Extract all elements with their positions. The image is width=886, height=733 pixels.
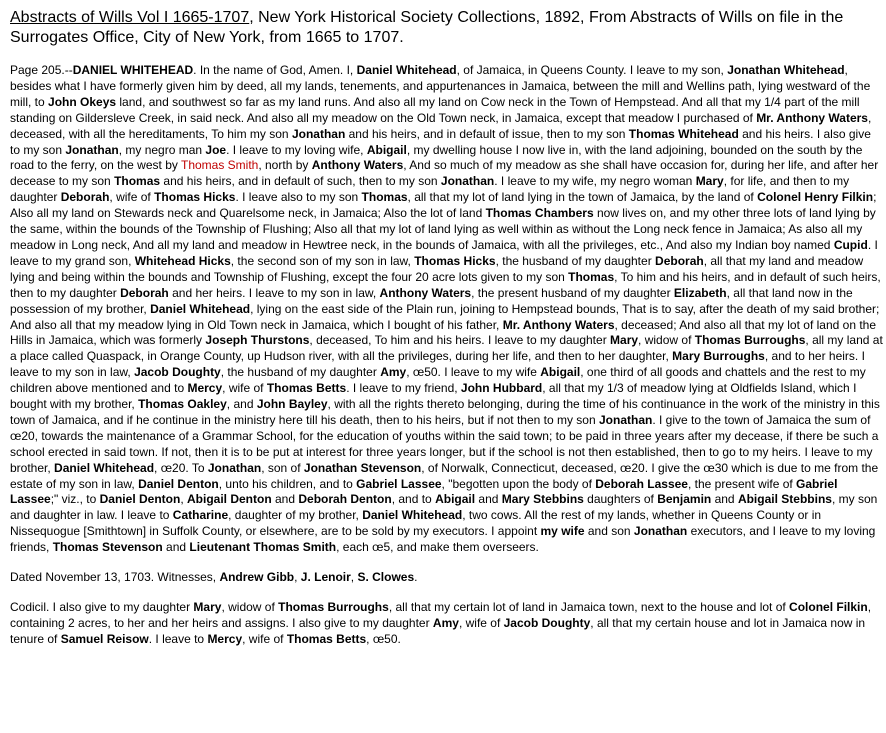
- text-run: , all that my lot of land lying in the town of Jamaica, by the land of: [407, 190, 758, 205]
- person-link-thomas-smith[interactable]: Thomas Smith: [180, 158, 259, 173]
- text-run: . I leave also to my son: [235, 190, 362, 205]
- person-name: Thomas: [568, 269, 615, 284]
- testator-name: DANIEL WHITEHEAD: [72, 63, 194, 77]
- text-run: , widow of: [638, 333, 695, 348]
- person-name: Thomas Hicks: [414, 253, 496, 268]
- person-name: Jacob Doughty: [134, 365, 221, 380]
- text-run: . I leave to my wife, my negro woman: [494, 174, 696, 189]
- text-run: , two cows. All the rest of my lands, whether in Queens County or in Nissequogue [Smithtown] in Suffolk County, or elsewhere, are to be sold by my executors. I appoint: [10, 508, 822, 539]
- dated-paragraph: [10, 570, 884, 586]
- person-name: Thomas Burroughs: [694, 333, 806, 348]
- codicil-paragraph: [10, 600, 884, 648]
- person-name: Thomas Stevenson: [52, 540, 163, 555]
- text-run: executors, and I leave to my loving friends,: [10, 524, 876, 555]
- person-name: Mercy: [207, 631, 243, 646]
- text-run: . I give to the town of Jamaica the sum of œ20, towards the maintenance of a Grammar School, for the education of youths within the said town; to be paid in three years after my decease, if there be such a school erected in said town. If not, then it is to be put at interest for three years longer, but if the school is not then established, then to go to my heirs. I leave to my brother,: [10, 412, 879, 475]
- text-run: , one third of all goods and chattels and the rest to my children above mentioned and to: [10, 365, 866, 396]
- text-run: , the husband of my daughter: [220, 365, 381, 380]
- text-run: and: [711, 492, 738, 507]
- text-run: and his heirs, and in default of such, then to my son: [160, 174, 441, 189]
- text-run: , all that my certain house and lot in Jamaica now in tenure of: [10, 615, 866, 646]
- person-name: Jacob Doughty: [503, 615, 591, 630]
- person-name: Cupid: [833, 237, 868, 252]
- source-citation: [10, 8, 884, 48]
- person-name: Mr. Anthony Waters: [502, 317, 615, 332]
- text-run: ;" viz., to: [50, 492, 100, 507]
- text-run: Dated November 13, 1703. Witnesses,: [10, 570, 220, 585]
- person-name: Anthony Waters: [379, 285, 472, 300]
- text-run: . I leave to my friend,: [346, 381, 461, 396]
- text-run: , the present wife of: [687, 476, 797, 491]
- text-run: , lying on the east side of the Plain run, joining to Hempstead bounds, That is to say, after the death of my said brother; And also all that my meadow lying in Old Town neck in Jamaica, which I bought of his father,: [10, 301, 880, 332]
- person-name: Abigail Denton: [186, 492, 272, 507]
- person-name: Gabriel Lassee: [10, 476, 838, 507]
- text-run: and: [162, 540, 190, 555]
- witness-name: J. Lenoir: [300, 570, 351, 585]
- text-run: , And so much of my meadow as she shall have occasion for, during her life, and after her decease to my son: [10, 158, 879, 189]
- person-name: Daniel Whitehead: [54, 460, 155, 475]
- person-name: Thomas Oakley: [138, 397, 227, 412]
- person-name: Mr. Anthony Waters: [756, 110, 868, 125]
- text-run: . I leave to my grand son,: [10, 237, 878, 268]
- source-citation-text: , New York Historical Society Collections, 1892, From Abstracts of Wills on file in the Surrogates Office, City of New York, from 1665 to 1707.: [10, 9, 844, 46]
- text-run: , wife of: [109, 190, 155, 205]
- text-run: , all that my land and meadow lying and being within the bounds and Township of Flushing, except the four 20 acre lots given to my son: [10, 253, 864, 284]
- text-run: and his heirs, and in default of issue, then to my son: [345, 126, 629, 141]
- text-run: , besides what I have formerly given him by deed, all my lands, tenements, and appurtenances in Jamaica, between the mill and Wellins path, lying westward of the mill, to: [10, 63, 871, 109]
- text-run: , each œ5, and make them overseers.: [336, 540, 539, 555]
- text-run: , for life, and then to my daughter: [10, 174, 850, 205]
- text-run: , north by: [258, 158, 312, 173]
- text-run: , deceased, with all the hereditaments, To him my son: [10, 110, 872, 141]
- person-name: Elizabeth: [673, 285, 727, 300]
- person-name: Daniel Denton: [99, 492, 181, 507]
- text-run: , the second son of my son in law,: [230, 253, 415, 268]
- text-run: , with all the rights thereto belonging, during the time of his continuance in the work of the ministry in this town of Jamaica, and if he continue in the ministry here till his death, then to his heirs, but if not then to my son: [10, 397, 880, 427]
- text-run: and: [475, 492, 502, 507]
- person-name: Thomas Whitehead: [628, 126, 739, 141]
- person-name: Abigail Stebbins: [737, 492, 832, 507]
- text-run: . I leave to: [148, 631, 208, 646]
- text-run: , and to: [391, 492, 436, 507]
- person-name: Lieutenant Thomas Smith: [189, 540, 337, 555]
- person-name: Jonathan: [598, 412, 653, 427]
- text-run: , the present husband of my daughter: [471, 285, 674, 300]
- text-run: Page 205.--: [10, 63, 73, 77]
- text-run: , wife of: [242, 631, 287, 646]
- text-run: , containing 2 acres, to her and her heirs and assigns. I also give to my daughter: [10, 600, 872, 630]
- text-run: , and: [226, 397, 257, 412]
- text-run: , wife of: [458, 615, 504, 630]
- person-name: Jonathan Whitehead: [727, 63, 845, 77]
- text-run: , my negro man: [118, 142, 206, 157]
- person-name: Daniel Denton: [138, 476, 219, 491]
- person-name: John Okeys: [48, 94, 117, 109]
- person-name: Joseph Thurstons: [205, 333, 310, 348]
- person-name: Jonathan: [207, 460, 262, 475]
- text-run: and son: [584, 524, 634, 539]
- person-name: Gabriel Lassee: [356, 476, 442, 491]
- person-name: Jonathan Stevenson: [303, 460, 422, 475]
- person-name: Abigail: [366, 142, 407, 157]
- person-name: Mary Stebbins: [501, 492, 584, 507]
- person-name: Daniel Whitehead: [356, 63, 457, 77]
- text-run: ,: [180, 492, 187, 507]
- person-name: Jonathan: [440, 174, 495, 189]
- person-name: Mary: [193, 600, 222, 614]
- will-paragraph: [10, 63, 884, 556]
- person-name: Deborah Denton: [298, 492, 392, 507]
- text-run: Codicil. I also give to my daughter: [10, 600, 194, 614]
- text-run: , all that my certain lot of land in Jamaica town, next to the house and lot of: [388, 600, 790, 614]
- person-name: Benjamin: [657, 492, 712, 507]
- text-run: and: [271, 492, 299, 507]
- text-run: . I leave to my loving wife,: [226, 142, 367, 157]
- person-name: Jonathan: [633, 524, 688, 539]
- text-run: , and to her heirs. I leave to my son in law,: [10, 349, 865, 380]
- person-name: Samuel Reisow: [60, 631, 149, 646]
- text-run: , widow of: [221, 600, 279, 614]
- person-name: Deborah: [120, 285, 169, 300]
- text-run: ; Also all my land on Stewards neck and Quarelsome neck, in Jamaica; Also the lot of land: [10, 190, 877, 221]
- person-name: Whitehead Hicks: [134, 253, 231, 268]
- person-name: Daniel Whitehead: [150, 301, 251, 316]
- witness-name: Andrew Gibb: [219, 570, 295, 585]
- text-run: .: [414, 570, 418, 585]
- person-name: Thomas: [361, 190, 408, 205]
- person-name: John Hubbard: [460, 381, 543, 396]
- person-name: Deborah: [655, 253, 704, 268]
- text-run: , œ20. To: [154, 460, 208, 475]
- person-name: Thomas Hicks: [154, 190, 236, 205]
- text-run: , wife of: [222, 381, 267, 396]
- person-name: Abigail: [540, 365, 581, 380]
- text-run: , of Norwalk, Connecticut, deceased, œ20. I give the œ30 which is due to me from the estate of my son in law,: [10, 460, 879, 491]
- person-name: Thomas: [114, 174, 161, 189]
- person-name: Thomas Chambers: [485, 206, 594, 221]
- person-name: my wife: [540, 524, 585, 539]
- person-name: Mary: [695, 174, 724, 189]
- text-run: , deceased, To him and his heirs. I leave to my daughter: [309, 333, 611, 348]
- person-name: Deborah: [60, 190, 110, 205]
- text-run: , œ50.: [366, 631, 401, 646]
- person-name: Mary Burroughs: [672, 349, 765, 364]
- text-run: ,: [350, 570, 358, 585]
- text-run: , all that land now in the possession of my brother,: [10, 285, 853, 316]
- person-name: Daniel Whitehead: [362, 508, 463, 523]
- person-name: Thomas Burroughs: [278, 600, 389, 614]
- text-run: , the husband of my daughter: [495, 253, 656, 268]
- text-run: now lives on, and my other three lots of land lying by the same, within the bounds of the Township of Flushing; Also all that my lot of land lying as well within as without the Long neck fence in Jamaica; As also all my meadow in Long neck, And all my land and meadow in Hewtree neck, in the bounds of Jamaica, with all the privileges, etc., And also my Indian boy named: [10, 206, 876, 252]
- person-name: Abigail: [435, 492, 476, 507]
- person-name: Colonel Henry Filkin: [757, 190, 874, 205]
- text-run: , unto his children, and to: [218, 476, 357, 491]
- person-name: Thomas Betts: [286, 631, 367, 646]
- text-run: , son of: [261, 460, 304, 475]
- person-name: Amy: [380, 365, 407, 380]
- person-name: Amy: [432, 615, 459, 630]
- person-name: Mary: [610, 333, 639, 348]
- source-link[interactable]: Abstracts of Wills Vol I 1665-1707: [10, 9, 250, 26]
- text-run: , my son and daughter in law. I leave to: [10, 492, 878, 523]
- text-run: , my dwelling house I now live in, with the land adjoining, bounded on the south by the road to the ferry, on the west by: [10, 142, 863, 173]
- text-run: daughters of: [583, 492, 658, 507]
- text-run: , deceased; And also all that my lot of land on the Hills in Jamaica, which was formerly: [10, 317, 877, 348]
- person-name: Catharine: [172, 508, 229, 523]
- text-run: , all my land at a place called Quaspack, in Orange County, up Hudson river, with all the privileges, during her life, and then to her daughter,: [10, 333, 883, 364]
- text-run: ,: [294, 570, 301, 585]
- text-run: . In the name of God, Amen. I,: [193, 63, 357, 77]
- text-run: , "begotten upon the body of: [441, 476, 596, 491]
- text-run: , all that my 1/3 of meadow lying at Oldfields Island, which I bought with my brother,: [10, 381, 857, 412]
- text-run: land, and southwest so far as my land runs. And also all my land on Cow neck in the Town of Hempstead. And all that my 1/4 part of the mill standing on Gildersleve Creek, in said neck. And also all my meadow on the Old Town neck, in Jamaica, except that meadow I purchased of: [10, 94, 860, 125]
- person-name: John Bayley: [256, 397, 328, 412]
- text-run: , To him and his heirs, and in default of such heirs, then to my daughter: [10, 269, 881, 300]
- person-name: Mercy: [187, 381, 223, 396]
- person-name: Deborah Lassee: [595, 476, 688, 491]
- text-run: , of Jamaica, in Queens County. I leave to my son,: [456, 63, 728, 77]
- text-run: and her heirs. I leave to my son in law,: [168, 285, 380, 300]
- person-name: Joe: [205, 142, 227, 157]
- person-name: Thomas Betts: [266, 381, 347, 396]
- text-run: , daughter of my brother,: [228, 508, 363, 523]
- text-run: and his heirs. I also give to my son: [10, 126, 871, 157]
- text-run: , œ50. I leave to my wife: [406, 365, 541, 380]
- person-name: Colonel Filkin: [789, 600, 868, 614]
- person-name: Jonathan: [65, 142, 119, 157]
- person-name: Anthony Waters: [311, 158, 404, 173]
- witness-name: S. Clowes: [357, 570, 415, 585]
- person-name: Jonathan: [291, 126, 346, 141]
